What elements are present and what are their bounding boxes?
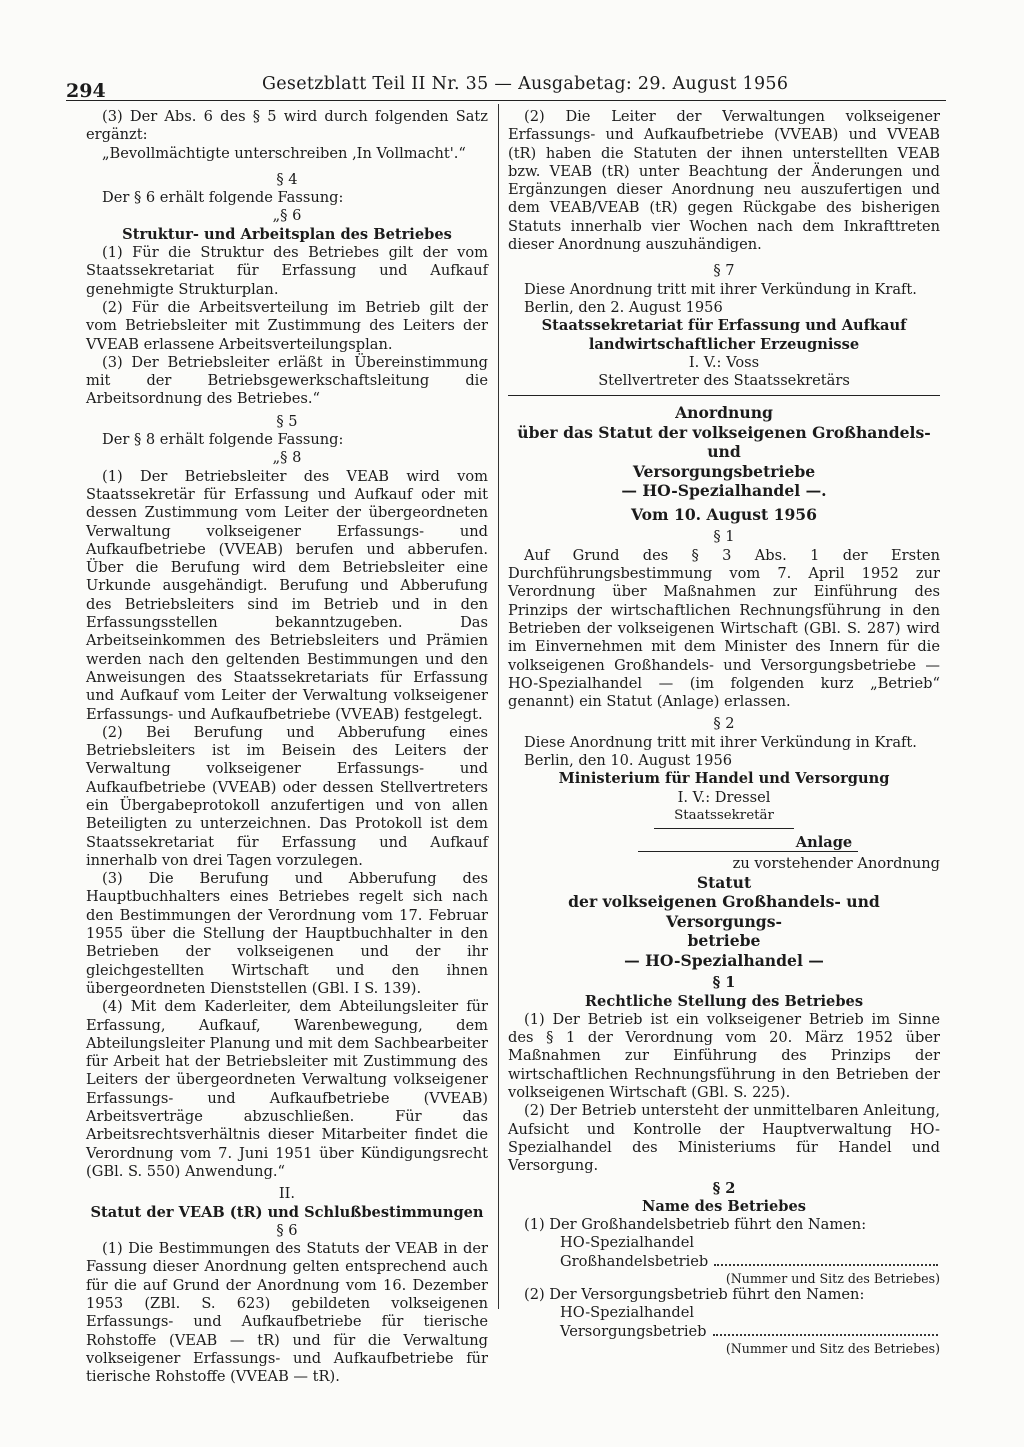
column-divider [498, 104, 499, 1309]
paragraph: (2) Die Leiter der Verwaltungen volkseigener Erfassungs- und Aufkaufbetriebe (VVEAB) und VVEAB (tR) haben die Statuten der ihnen unterstellten VEAB bzw. VEAB (tR) unter Beachtung der Änderungen und Ergänzungen dieser Anordnung neu auszufertigen und dem VEAB/VEAB (tR) gegen Rückgabe des bisherigen Statuts innerhalb vier Wochen nach dem Inkrafttreten dieser Anordnung auszuhändigen. [508, 108, 940, 254]
heading-date: Vom 10. August 1956 [630, 504, 818, 524]
company-name-line: HO-Spezialhandel [560, 1234, 695, 1252]
section-rule [508, 395, 940, 396]
section-number: § 6 [276, 1221, 298, 1239]
page-number: 294 [66, 80, 106, 102]
section-rule [654, 828, 794, 829]
company-type: Versorgungsbetrieb [560, 1322, 707, 1340]
company-type: Großhandelsbetrieb [560, 1252, 709, 1270]
company-name-line: HO-Spezialhandel [560, 1304, 695, 1322]
section-number: § 5 [276, 412, 298, 430]
paragraph: Der § 6 erhält folgende Fassung: [102, 189, 344, 207]
signature-role: Stellvertreter des Staatssekretärs [598, 372, 850, 390]
paragraph: (1) Die Bestimmungen des Statuts der VEAB in der Fassung dieser Anordnung gelten entsprechend auch für die auf Grund der Anordnung vom 16. Dezember 1953 (ZBl. S. 623) gebildeten volkseigenen Erfassungs- und Aufkaufbetriebe für tierische Rohstoffe (VEAB — tR) und für die Verwaltung volkseigener Erfassungs- und Aufkaufbetriebe für tierische Rohstoffe (VVEAB — tR). [86, 1240, 488, 1386]
statut-heading: Statut [696, 872, 752, 892]
section-number: „§ 6 [272, 207, 302, 225]
right-column [508, 108, 940, 1356]
date-line: Berlin, den 10. August 1956 [524, 752, 733, 770]
paragraph: Diese Anordnung tritt mit ihrer Verkündung in Kraft. [524, 733, 917, 751]
paragraph: „Bevollmächtigte unterschreiben ‚In Vollmacht'.“ [102, 144, 466, 162]
anlage-subtitle: zu vorstehender Anordnung [732, 854, 940, 872]
section-number: § 1 [712, 974, 736, 992]
paragraph: Auf Grund des § 3 Abs. 1 der Ersten Durchführungsbestimmung vom 7. April 1952 zur Verordnung über Maßnahmen zur Einführung des Prinzips der wirtschaftlichen Rechnungsführung in den Betrieben der volkseigenen Wirtschaft (GBl. S. 287) wird im Einvernehmen mit dem Minister des Innern für die volkseigenen Großhandels- und Versorgungsbetriebe — HO-Spezialhandel — (im folgenden kurz „Betrieb“ genannt) ein Statut (Anlage) erlassen. [508, 546, 940, 711]
paragraph: (3) Der Betriebsleiter erläßt in Übereinstimmung mit der Betriebsgewerkschaftsleitung die Arbeitsordnung des Betriebes.“ [86, 353, 488, 408]
paragraph: Diese Anordnung tritt mit ihrer Verkündung in Kraft. [524, 280, 917, 298]
paragraph: (1) Der Betrieb ist ein volkseigener Betrieb im Sinne des § 1 der Verordnung vom 20. März 1952 über Maßnahmen zur Einführung des Prinzips der wirtschaftlichen Rechnungsführung in den Betrieben der volkseigenen Wirtschaft (GBl. S. 225). [508, 1010, 940, 1102]
paragraph: Der § 8 erhält folgende Fassung: [102, 431, 344, 449]
statut-heading: der volkseigenen Großhandels- und Versorgungs- [568, 892, 880, 931]
signature-name: I. V.: Voss [688, 353, 760, 371]
fill-caption: (Nummer und Sitz des Betriebes) [725, 1340, 940, 1356]
section-number: § 1 [713, 528, 735, 546]
paragraph: (2) Bei Berufung und Abberufung eines Betriebsleiters ist im Beisein des Leiters der Verwaltung volkseigener Erfassungs- und Aufkaufbetriebe (VVEAB) oder dessen Stellvertreters ein Übergabeprotokoll anzufertigen und von allen Beteiligten zu unterzeichnen. Das Protokoll ist dem Staatssekretariat für Erfassung und Aufkauf innerhalb von drei Tagen vorzulegen. [86, 723, 488, 869]
paragraph: (1) Der Betriebsleiter des VEAB wird vom Staatssekretär für Erfassung und Aufkauf oder mit dessen Zustimmung vom Leiter der übergeordneten Verwaltung volkseigener Erfassungs- und Aufkaufbetriebe (VVEAB) berufen und abberufen. Über die Berufung wird dem Betriebsleiter eine Urkunde ausgehändigt. Berufung und Abberufung des Betriebsleiters sind im Betrieb und in den Erfassungsstellen bekanntzugeben. Das Arbeitseinkommen des Betriebsleiters und Prämien werden nach den geltenden Bestimmungen und den Anweisungen des Staatssekretariats für Erfassung und Aufkauf vom Leiter der Verwaltung volkseigener Erfassungs- und Aufkaufbetriebe (VVEAB) festgelegt. [86, 467, 488, 723]
left-column [86, 108, 488, 1386]
heading-anordnung: Anordnung [675, 403, 773, 423]
section-number: § 2 [713, 715, 735, 733]
section-heading: Name des Betriebes [642, 1197, 806, 1215]
signature-org: landwirtschaftlicher Erzeugnisse [588, 335, 860, 353]
paragraph: (3) Der Abs. 6 des § 5 wird durch folgenden Satz ergänzt: [86, 108, 488, 144]
paragraph: (2) Für die Arbeitsverteilung im Betrieb gilt der vom Betriebsleiter mit Zustimmung des Leiters der VVEAB erlassene Arbeitsverteilungsplan. [86, 298, 488, 353]
page-title: Gesetzblatt Teil II Nr. 35 — Ausgabetag: 29. August 1956 [262, 74, 789, 94]
heading-subject: Versorgungsbetriebe [632, 461, 816, 481]
section-number: „§ 8 [272, 449, 302, 467]
section-heading: Rechtliche Stellung des Betriebes [584, 992, 864, 1010]
paragraph: (3) Die Berufung und Abberufung des Hauptbuchhalters eines Betriebes regelt sich nach den Bestimmungen der Verordnung vom 17. Februar 1955 über die Stellung der Hauptbuchhalter in den Betrieben der volkseigenen und der ihr gleichgestellten Wirtschaft und den ihnen übergeordneten Dienststellen (GBl. I S. 139). [86, 870, 488, 997]
name-fill-row [508, 1323, 940, 1341]
signature-org: Staatssekretariat für Erfassung und Aufkauf [541, 317, 907, 335]
page-header [66, 70, 966, 104]
section-heading: Statut der VEAB (tR) und Schlußbestimmungen [90, 1203, 484, 1221]
name-fill-row [508, 1253, 940, 1271]
signature-org: Ministerium für Handel und Versorgung [558, 770, 890, 788]
section-number: § 7 [713, 262, 735, 280]
fill-dots [713, 1323, 939, 1336]
paragraph: (1) Der Großhandelsbetrieb führt den Namen: [524, 1216, 867, 1234]
paragraph: (2) Der Betrieb untersteht der unmittelbaren Anleitung, Aufsicht und Kontrolle der Hauptverwaltung HO-Spezialhandel des Ministeriums für Handel und Versorgung. [508, 1102, 940, 1175]
fill-caption: (Nummer und Sitz des Betriebes) [725, 1271, 940, 1287]
roman-numeral: II. [278, 1185, 296, 1203]
section-number: § 2 [712, 1179, 736, 1197]
statut-heading: — HO-Spezialhandel — [624, 950, 824, 970]
date-line: Berlin, den 2. August 1956 [524, 298, 723, 316]
section-number: § 4 [276, 170, 298, 188]
heading-subject: — HO-Spezialhandel —. [621, 481, 827, 501]
paragraph: (4) Mit dem Kaderleiter, dem Abteilungsleiter für Erfassung, Aufkauf, Warenbewegung, dem Abteilungsleiter Planung und mit dem Sachbearbeiter für Arbeit hat der Betriebsleiter mit Zustimmung des Leiters der übergeordneten Verwaltung volkseigener Erfassungs- und Aufkaufbetriebe (VVEAB) Arbeitsverträge abzuschließen. Für das Arbeitsrechtsverhältnis dieser Mitarbeiter findet die Verordnung vom 7. Juni 1951 über Kündigungsrecht (GBl. S. 550) Anwendung.“ [86, 998, 488, 1180]
fill-dots [714, 1253, 938, 1266]
statut-heading: betriebe [687, 931, 761, 951]
paragraph: (2) Der Versorgungsbetrieb führt den Namen: [524, 1286, 865, 1304]
anlage-label: Anlage [795, 834, 853, 852]
signature-role: Staatssekretär [674, 807, 774, 823]
section-heading: Struktur- und Arbeitsplan des Betriebes [122, 225, 452, 243]
signature-name: I. V.: Dressel [677, 788, 771, 806]
header-rule [66, 100, 946, 101]
heading-subject: über das Statut der volkseigenen Großhandels- und [517, 422, 931, 462]
paragraph: (1) Für die Struktur des Betriebes gilt der vom Staatssekretariat für Erfassung und Aufkauf genehmigte Strukturplan. [86, 244, 488, 298]
